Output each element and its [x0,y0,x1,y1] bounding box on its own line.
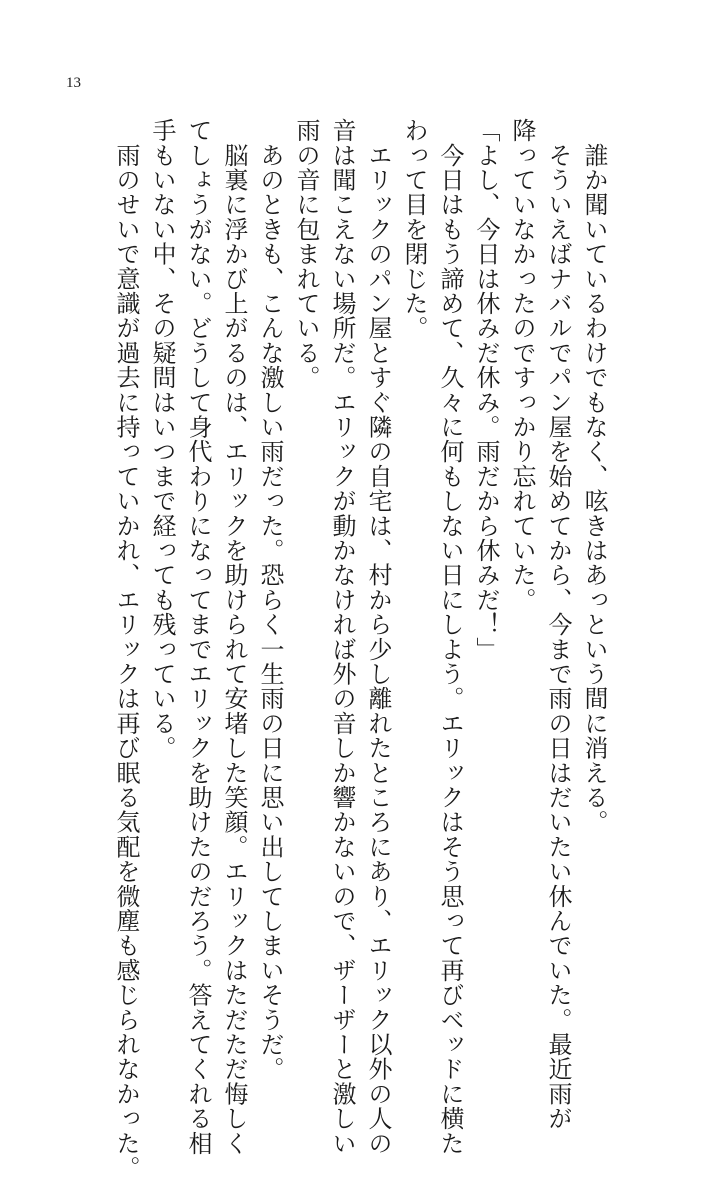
text-line: 音は聞こえない場所だ。エリックが動かなければ外の音しか響かないので、ザーザーと激しい [328,118,356,1156]
vertical-text-body [112,118,612,1180]
text-line: エリックのパン屋とすぐ隣の自宅は、村から少し離れたところにあり、エリック以外の人の [364,118,392,1156]
text-line: 雨の音に包まれている。 [292,118,320,390]
text-line: わって目を閉じた。 [400,118,428,341]
text-line: 誰か聞いているわけでもなく、呟きはあっという間に消える。 [580,118,608,835]
text-line: 降っていなかったのですっかり忘れていた。 [508,118,536,612]
text-line: 脳裏に浮かび上がるのは、エリックを助けられて安堵した笑顔。エリックはただただ悔しく [220,118,248,1156]
text-line: てしょうがない。どうして身代わりになってまでエリックを助けたのだろう。答えてくれる相 [184,118,212,1156]
text-line: 今日はもう諦めて、久々に何もしない日にしよう。エリックはそう思って再びベッドに横た [436,118,464,1156]
page-number: 13 [66,75,81,91]
text-line: そういえばナバルでパン屋を始めてから、今まで雨の日はだいたい休んでいた。最近雨が [544,118,572,1131]
text-line: あのときも、こんな激しい雨だった。恐らく一生雨の日に思い出してしまいそうだ。 [256,118,284,1082]
text-line: 手もいない中、その疑問はいつまで経っても残っている。 [148,118,176,761]
text-line: 「よし、今日は休みだ休み。雨だから休みだ！」 [472,118,500,662]
text-line: 雨のせいで意識が過去に持っていかれ、エリックは再び眠る気配を微塵も感じられなかった。 [112,118,140,1180]
